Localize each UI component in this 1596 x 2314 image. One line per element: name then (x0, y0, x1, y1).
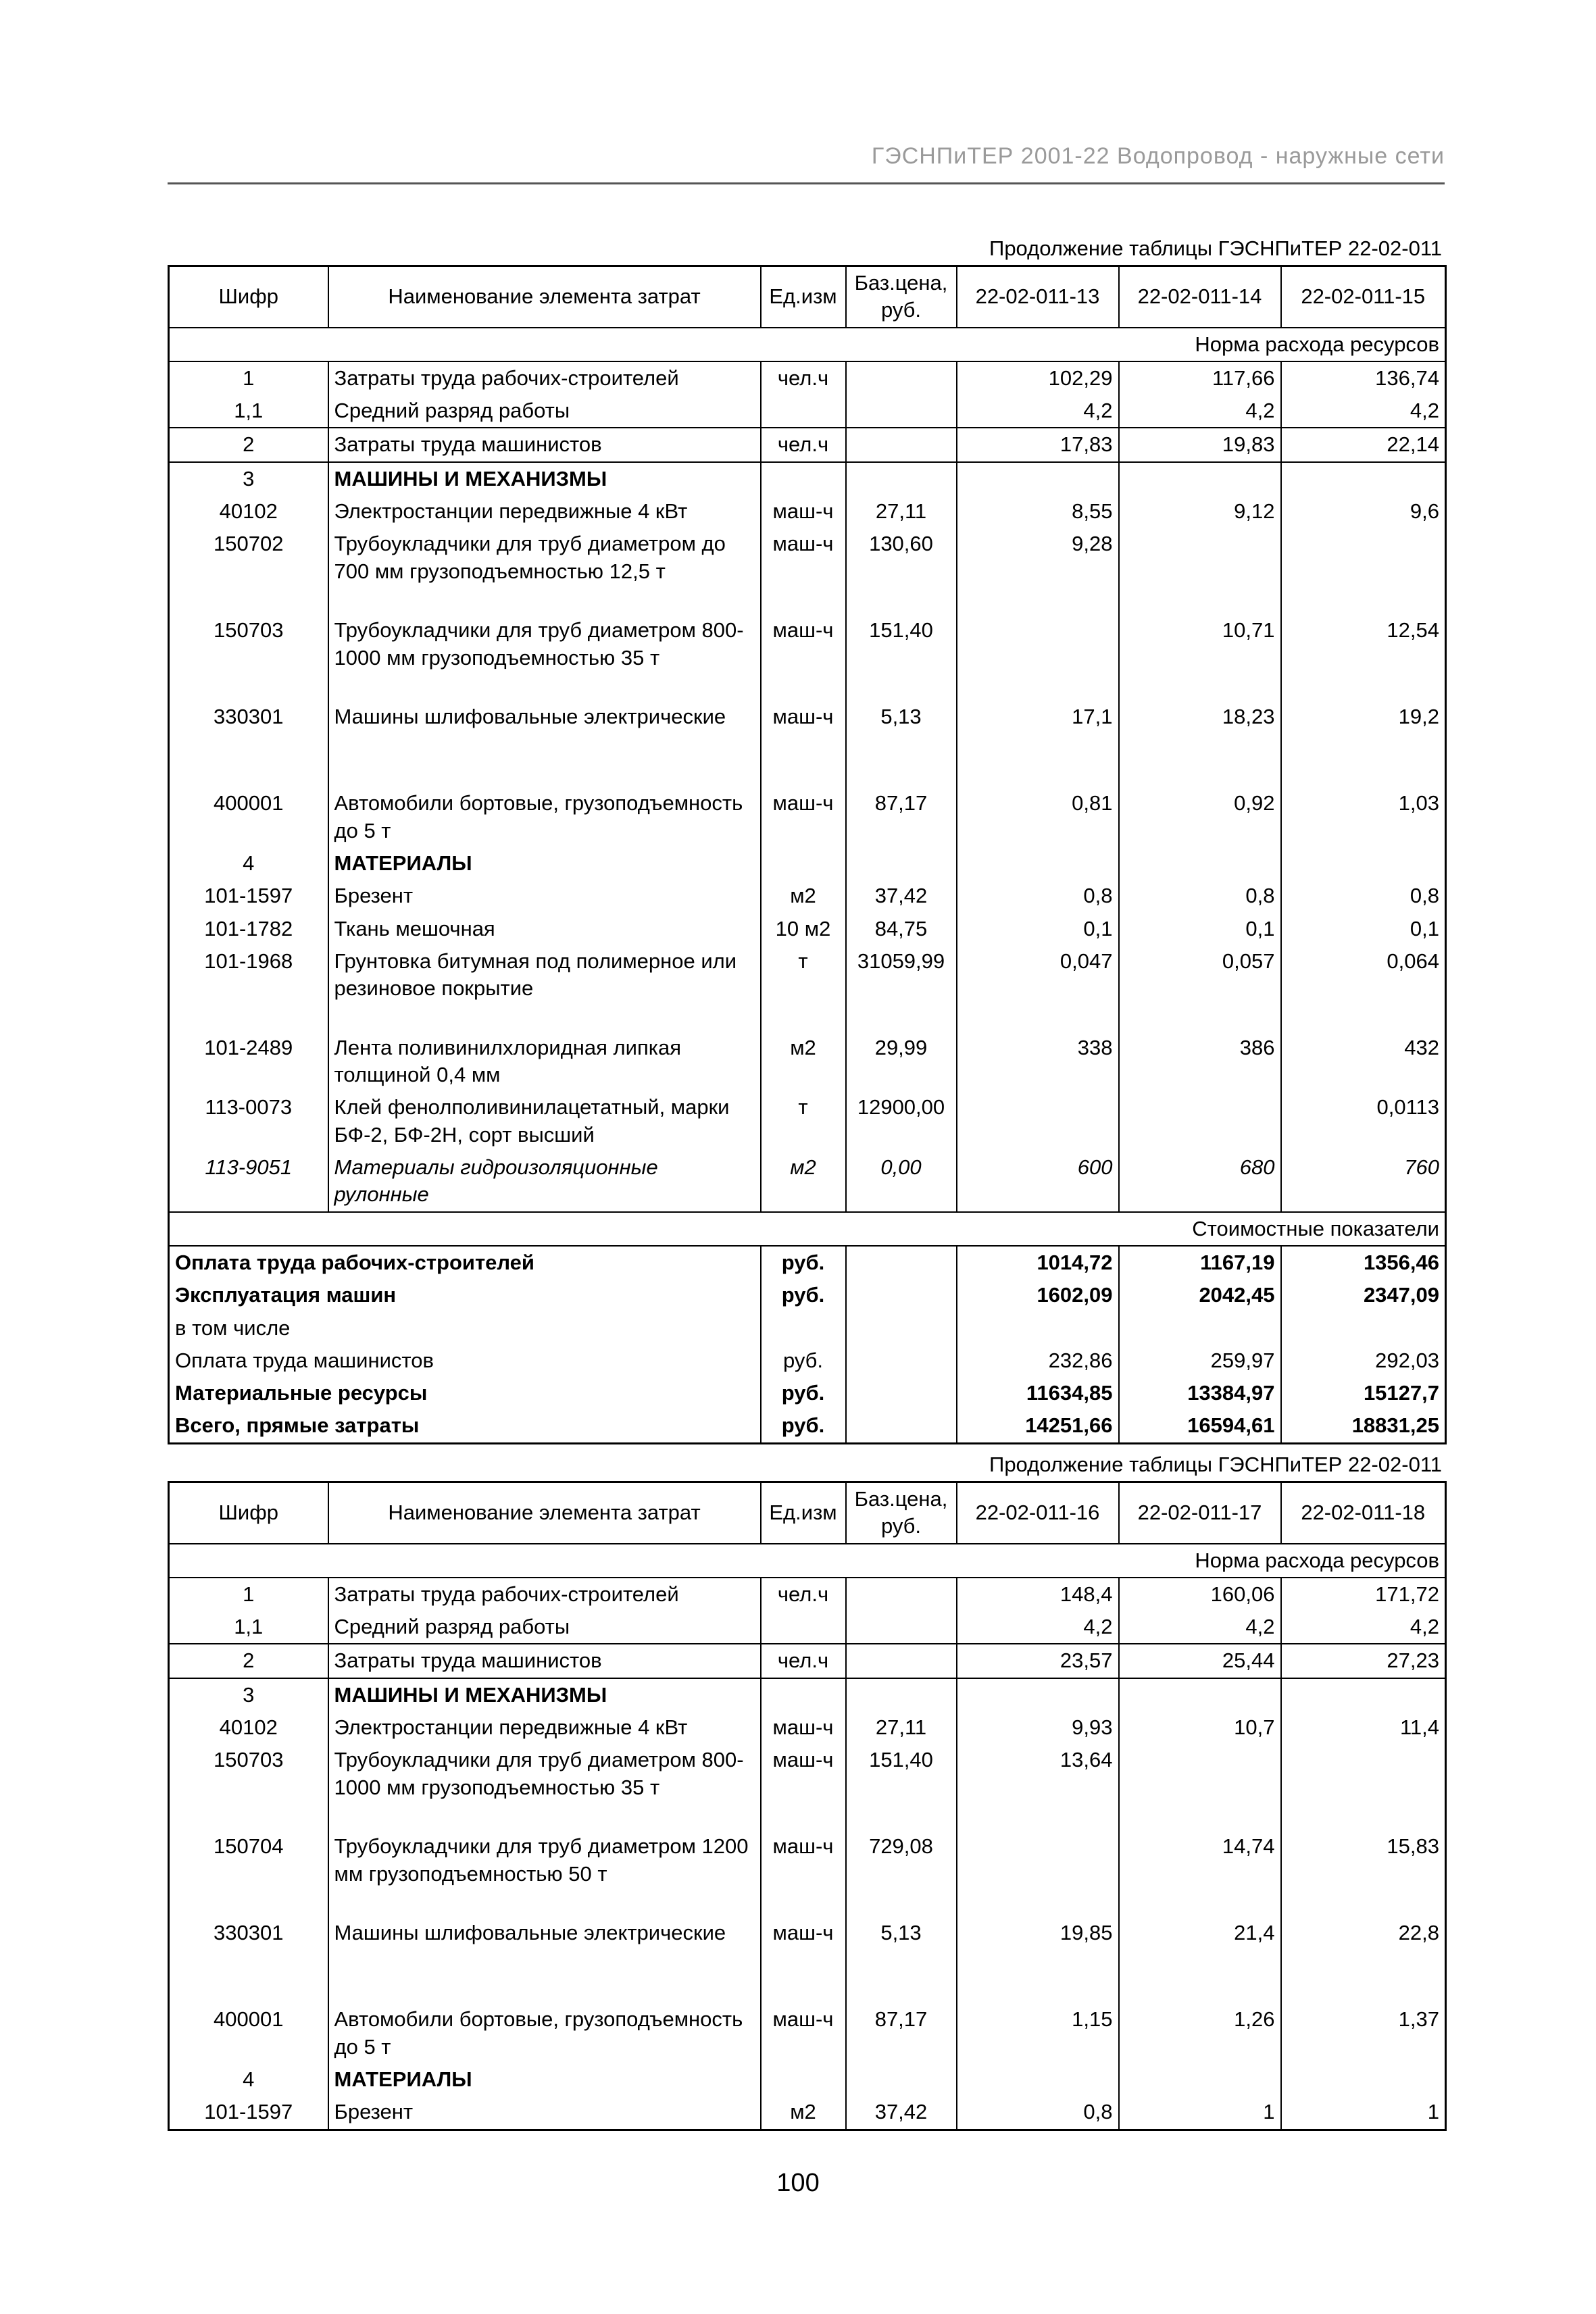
norm-value: 338 (957, 1032, 1119, 1092)
resource-name: Трубоукладчики для труб диаметром 800-1000 мм грузоподъемностью 35 т (328, 614, 761, 701)
norm-value: 27,23 (1281, 1644, 1446, 1678)
resource-name: Грунтовка битумная под полимерное или резиновое покрытие (328, 945, 761, 1032)
resource-code: 4 (169, 847, 328, 880)
base-price (846, 1409, 957, 1443)
table-row (169, 880, 1446, 912)
norm-value: 0,1 (1281, 913, 1446, 945)
norm-value: 1,37 (1281, 2003, 1446, 2063)
table-row (169, 528, 1446, 614)
section-title: МАШИНЫ И МЕХАНИЗМЫ (328, 1678, 761, 1711)
resource-code: 113-0073 (169, 1091, 328, 1151)
table-row (169, 1744, 1446, 1830)
norm-value: 760 (1281, 1151, 1446, 1212)
cost-row (169, 1279, 1446, 1311)
column-header: Ед.изм (761, 266, 846, 328)
cost-name: Оплата труда машинистов (169, 1344, 761, 1377)
unit: м2 (761, 2096, 846, 2130)
unit: руб. (761, 1279, 846, 1311)
base-price (846, 1344, 957, 1377)
cost-row (169, 1312, 1446, 1344)
norm-value: 4,2 (957, 395, 1119, 428)
base-price: 37,42 (846, 2096, 957, 2130)
base-price: 5,13 (846, 701, 957, 787)
norm-value: 9,12 (1119, 495, 1281, 528)
norm-value: 4,2 (1119, 1611, 1281, 1644)
norm-value: 171,72 (1281, 1578, 1446, 1611)
base-price (846, 1678, 957, 1711)
base-price: 0,00 (846, 1151, 957, 1212)
norm-value: 9,6 (1281, 495, 1446, 528)
resource-name: Машины шлифовальные электрические (328, 1917, 761, 2003)
norm-value: 15,83 (1281, 1830, 1446, 1917)
norm-value (1281, 1678, 1446, 1711)
table-row (169, 1830, 1446, 1917)
norm-value (1119, 1744, 1281, 1830)
unit: т (761, 945, 846, 1032)
norm-value: 4,2 (957, 1611, 1119, 1644)
unit (761, 2063, 846, 2096)
section-title: МАТЕРИАЛЫ (328, 847, 761, 880)
cost-name: Всего, прямые затраты (169, 1409, 761, 1443)
norm-value: 17,1 (957, 701, 1119, 787)
unit (761, 847, 846, 880)
resource-code: 101-2489 (169, 1032, 328, 1092)
resource-name: Затраты труда машинистов (328, 428, 761, 461)
resource-name: Автомобили бортовые, грузоподъемность до 5 т (328, 2003, 761, 2063)
cost-row (169, 1344, 1446, 1377)
norm-value: 0,0113 (1281, 1091, 1446, 1151)
table-row (169, 1611, 1446, 1644)
resource-name: Лента поливинилхлоридная липкая толщиной 0,4 мм (328, 1032, 761, 1092)
norm-value (957, 462, 1119, 495)
resource-name: Материалы гидроизоляционные рулонные (328, 1151, 761, 1212)
norm-value (1119, 1091, 1281, 1151)
norm-value (1119, 847, 1281, 880)
table-row (169, 787, 1446, 847)
base-price: 87,17 (846, 2003, 957, 2063)
norm-value: 9,93 (957, 1711, 1119, 1744)
cost-row (169, 1246, 1446, 1279)
norm-value: 1 (1281, 2096, 1446, 2130)
norm-value: 10,71 (1119, 614, 1281, 701)
norm-value (1119, 462, 1281, 495)
cost-name: в том числе (169, 1312, 761, 1344)
norm-value: 19,83 (1119, 428, 1281, 461)
resource-code: 2 (169, 1644, 328, 1678)
norm-value (1281, 462, 1446, 495)
resource-name: Клей фенолполивинилацетатный, марки БФ-2, БФ-2Н, сорт высший (328, 1091, 761, 1151)
norm-value: 18,23 (1119, 701, 1281, 787)
resource-code: 150703 (169, 614, 328, 701)
resource-name: Машины шлифовальные электрические (328, 701, 761, 787)
resource-name: Затраты труда машинистов (328, 1644, 761, 1678)
column-header: Баз.цена, руб. (846, 266, 957, 328)
norm-value (1281, 847, 1446, 880)
table-row (169, 847, 1446, 880)
unit: руб. (761, 1344, 846, 1377)
table-row (169, 614, 1446, 701)
resource-name: Затраты труда рабочих-строителей (328, 361, 761, 395)
cost-value: 14251,66 (957, 1409, 1119, 1443)
base-price: 84,75 (846, 913, 957, 945)
resource-code: 150702 (169, 528, 328, 614)
norm-value: 22,8 (1281, 1917, 1446, 2003)
cost-row (169, 1409, 1446, 1443)
norm-value: 12,54 (1281, 614, 1446, 701)
table1-caption: Продолжение таблицы ГЭСНПиТЕР 22-02-011 (989, 236, 1442, 260)
cost-value: 259,97 (1119, 1344, 1281, 1377)
norm-value: 14,74 (1119, 1830, 1281, 1917)
norm-value: 0,8 (1119, 880, 1281, 912)
resource-code: 2 (169, 428, 328, 461)
cost-value: 2042,45 (1119, 1279, 1281, 1311)
unit: т (761, 1091, 846, 1151)
table-row (169, 1151, 1446, 1212)
resource-name: Брезент (328, 880, 761, 912)
resource-code: 101-1782 (169, 913, 328, 945)
unit: маш-ч (761, 495, 846, 528)
norm-value (957, 1678, 1119, 1711)
unit (761, 1678, 846, 1711)
norm-value: 680 (1119, 1151, 1281, 1212)
cost-value: 1167,19 (1119, 1246, 1281, 1279)
resource-name: Электростанции передвижные 4 кВт (328, 495, 761, 528)
unit: маш-ч (761, 1917, 846, 2003)
norm-value: 19,85 (957, 1917, 1119, 2003)
table-row (169, 1711, 1446, 1744)
norm-value (957, 614, 1119, 701)
base-price (846, 462, 957, 495)
table-row (169, 395, 1446, 428)
base-price: 729,08 (846, 1830, 957, 1917)
cost-value (957, 1312, 1119, 1344)
unit: руб. (761, 1246, 846, 1279)
column-header: Ед.изм (761, 1482, 846, 1544)
unit: маш-ч (761, 787, 846, 847)
cost-label-row (169, 1212, 1446, 1246)
norm-value (957, 1830, 1119, 1917)
resource-name: Брезент (328, 2096, 761, 2130)
norm-value: 136,74 (1281, 361, 1446, 395)
resource-code: 330301 (169, 1917, 328, 2003)
norm-value: 21,4 (1119, 1917, 1281, 2003)
unit: маш-ч (761, 528, 846, 614)
base-price: 29,99 (846, 1032, 957, 1092)
table-row (169, 2063, 1446, 2096)
norm-value (1119, 2063, 1281, 2096)
unit: чел.ч (761, 1578, 846, 1611)
resource-name: Трубоукладчики для труб диаметром 800-1000 мм грузоподъемностью 35 т (328, 1744, 761, 1830)
norm-value: 0,064 (1281, 945, 1446, 1032)
table-row (169, 462, 1446, 495)
unit: чел.ч (761, 361, 846, 395)
norm-value: 1,03 (1281, 787, 1446, 847)
unit: маш-ч (761, 1744, 846, 1830)
resource-code: 400001 (169, 2003, 328, 2063)
resource-name: Электростанции передвижные 4 кВт (328, 1711, 761, 1744)
norm-value (957, 2063, 1119, 2096)
norm-value: 432 (1281, 1032, 1446, 1092)
norm-value: 0,92 (1119, 787, 1281, 847)
norm-value: 148,4 (957, 1578, 1119, 1611)
cost-value: 2347,09 (1281, 1279, 1446, 1311)
norm-value: 0,8 (957, 880, 1119, 912)
norm-value: 4,2 (1281, 1611, 1446, 1644)
table-row (169, 913, 1446, 945)
table-row (169, 1578, 1446, 1611)
base-price (846, 428, 957, 461)
base-price: 27,11 (846, 1711, 957, 1744)
unit (761, 1611, 846, 1644)
unit (761, 1312, 846, 1344)
resource-code: 400001 (169, 787, 328, 847)
cost-value: 232,86 (957, 1344, 1119, 1377)
cost-row (169, 1377, 1446, 1409)
table-row (169, 428, 1446, 461)
table-row (169, 1917, 1446, 2003)
base-price: 27,11 (846, 495, 957, 528)
norm-value: 0,057 (1119, 945, 1281, 1032)
norm-label-row (169, 328, 1446, 361)
running-header: ГЭСНПиТЕР 2001-22 Водопровод - наружные сети (871, 143, 1445, 169)
column-header: 22-02-011-13 (957, 266, 1119, 328)
table-row (169, 1091, 1446, 1151)
resource-code: 40102 (169, 1711, 328, 1744)
unit: 10 м2 (761, 913, 846, 945)
norm-value: 17,83 (957, 428, 1119, 461)
table-row (169, 701, 1446, 787)
table-row (169, 2096, 1446, 2130)
resource-name: Средний разряд работы (328, 1611, 761, 1644)
cost-label: Стоимостные показатели (169, 1212, 1446, 1246)
cost-name: Материальные ресурсы (169, 1377, 761, 1409)
section-title: МАШИНЫ И МЕХАНИЗМЫ (328, 462, 761, 495)
unit: чел.ч (761, 1644, 846, 1678)
table-row (169, 1032, 1446, 1092)
norm-value: 9,28 (957, 528, 1119, 614)
unit: м2 (761, 1151, 846, 1212)
resource-name: Трубоукладчики для труб диаметром до 700 мм грузоподъемностью 12,5 т (328, 528, 761, 614)
unit (761, 395, 846, 428)
resource-code: 3 (169, 462, 328, 495)
norm-value: 0,1 (957, 913, 1119, 945)
column-header: 22-02-011-17 (1119, 1482, 1281, 1544)
base-price (846, 1312, 957, 1344)
norm-value: 0,8 (1281, 880, 1446, 912)
norm-value (1281, 528, 1446, 614)
norm-value: 0,1 (1119, 913, 1281, 945)
column-header: 22-02-011-15 (1281, 266, 1446, 328)
base-price (846, 361, 957, 395)
cost-value: 292,03 (1281, 1344, 1446, 1377)
resource-code: 101-1968 (169, 945, 328, 1032)
resource-name: Автомобили бортовые, грузоподъемность до 5 т (328, 787, 761, 847)
resource-code: 330301 (169, 701, 328, 787)
base-price (846, 847, 957, 880)
norm-value: 10,7 (1119, 1711, 1281, 1744)
table-row (169, 945, 1446, 1032)
cost-value: 18831,25 (1281, 1409, 1446, 1443)
norm-value: 117,66 (1119, 361, 1281, 395)
column-header: Шифр (169, 266, 328, 328)
base-price (846, 1611, 957, 1644)
cost-value: 13384,97 (1119, 1377, 1281, 1409)
resource-name: Трубоукладчики для труб диаметром 1200 мм грузоподъемностью 50 т (328, 1830, 761, 1917)
unit: руб. (761, 1409, 846, 1443)
cost-name: Эксплуатация машин (169, 1279, 761, 1311)
column-header: Наименование элемента затрат (328, 266, 761, 328)
header-row (169, 266, 1446, 328)
header-rule (168, 182, 1445, 184)
cost-value: 15127,7 (1281, 1377, 1446, 1409)
cost-value (1119, 1312, 1281, 1344)
base-price: 37,42 (846, 880, 957, 912)
table-row (169, 1678, 1446, 1711)
base-price: 31059,99 (846, 945, 957, 1032)
base-price: 151,40 (846, 1744, 957, 1830)
unit: маш-ч (761, 701, 846, 787)
resource-code: 1 (169, 361, 328, 395)
norm-value: 160,06 (1119, 1578, 1281, 1611)
resource-code: 101-1597 (169, 880, 328, 912)
page-number: 100 (776, 2169, 820, 2197)
norm-value: 600 (957, 1151, 1119, 1212)
unit: маш-ч (761, 1830, 846, 1917)
unit: чел.ч (761, 428, 846, 461)
norm-value: 8,55 (957, 495, 1119, 528)
norm-value: 4,2 (1119, 395, 1281, 428)
base-price (846, 1578, 957, 1611)
norm-value (1119, 528, 1281, 614)
column-header: 22-02-011-16 (957, 1482, 1119, 1544)
column-header: Баз.цена, руб. (846, 1482, 957, 1544)
norm-value: 22,14 (1281, 428, 1446, 461)
norm-value: 102,29 (957, 361, 1119, 395)
base-price (846, 1644, 957, 1678)
norm-value (957, 847, 1119, 880)
base-price: 130,60 (846, 528, 957, 614)
unit: маш-ч (761, 614, 846, 701)
resource-code: 113-9051 (169, 1151, 328, 1212)
resource-code: 40102 (169, 495, 328, 528)
table2-resources (168, 1481, 1447, 2131)
base-price: 5,13 (846, 1917, 957, 2003)
resource-code: 101-1597 (169, 2096, 328, 2130)
base-price: 87,17 (846, 787, 957, 847)
resource-name: Средний разряд работы (328, 395, 761, 428)
unit: маш-ч (761, 2003, 846, 2063)
norm-value: 11,4 (1281, 1711, 1446, 1744)
norm-label-row (169, 1544, 1446, 1578)
cost-value: 1014,72 (957, 1246, 1119, 1279)
resource-name: Затраты труда рабочих-строителей (328, 1578, 761, 1611)
resource-code: 3 (169, 1678, 328, 1711)
resource-code: 4 (169, 2063, 328, 2096)
base-price (846, 2063, 957, 2096)
norm-value: 386 (1119, 1032, 1281, 1092)
norm-value: 23,57 (957, 1644, 1119, 1678)
unit: руб. (761, 1377, 846, 1409)
norm-value (957, 1091, 1119, 1151)
table1-resources (168, 265, 1447, 1444)
cost-value: 11634,85 (957, 1377, 1119, 1409)
unit: м2 (761, 880, 846, 912)
unit (761, 462, 846, 495)
norm-value (1281, 2063, 1446, 2096)
base-price (846, 1246, 957, 1279)
norm-label: Норма расхода ресурсов (169, 1544, 1446, 1578)
norm-value: 1,26 (1119, 2003, 1281, 2063)
table-row (169, 495, 1446, 528)
column-header: Шифр (169, 1482, 328, 1544)
norm-value (1281, 1744, 1446, 1830)
table-row (169, 2003, 1446, 2063)
section-title: МАТЕРИАЛЫ (328, 2063, 761, 2096)
norm-value: 0,047 (957, 945, 1119, 1032)
norm-value (1119, 1678, 1281, 1711)
table2-caption: Продолжение таблицы ГЭСНПиТЕР 22-02-011 (989, 1453, 1442, 1476)
norm-value: 13,64 (957, 1744, 1119, 1830)
unit: м2 (761, 1032, 846, 1092)
norm-value: 0,8 (957, 2096, 1119, 2130)
cost-value (1281, 1312, 1446, 1344)
norm-value: 19,2 (1281, 701, 1446, 787)
base-price: 12900,00 (846, 1091, 957, 1151)
norm-value: 25,44 (1119, 1644, 1281, 1678)
resource-code: 1,1 (169, 395, 328, 428)
norm-value: 1 (1119, 2096, 1281, 2130)
cost-value: 16594,61 (1119, 1409, 1281, 1443)
base-price: 151,40 (846, 614, 957, 701)
unit: маш-ч (761, 1711, 846, 1744)
resource-name: Ткань мешочная (328, 913, 761, 945)
resource-code: 150703 (169, 1744, 328, 1830)
table-row (169, 1644, 1446, 1678)
column-header: Наименование элемента затрат (328, 1482, 761, 1544)
cost-name: Оплата труда рабочих-строителей (169, 1246, 761, 1279)
column-header: 22-02-011-14 (1119, 266, 1281, 328)
column-header: 22-02-011-18 (1281, 1482, 1446, 1544)
norm-value: 4,2 (1281, 395, 1446, 428)
cost-value: 1602,09 (957, 1279, 1119, 1311)
norm-value: 0,81 (957, 787, 1119, 847)
base-price (846, 395, 957, 428)
resource-code: 1,1 (169, 1611, 328, 1644)
base-price (846, 1377, 957, 1409)
table-row (169, 361, 1446, 395)
norm-label: Норма расхода ресурсов (169, 328, 1446, 361)
norm-value: 1,15 (957, 2003, 1119, 2063)
resource-code: 1 (169, 1578, 328, 1611)
base-price (846, 1279, 957, 1311)
cost-value: 1356,46 (1281, 1246, 1446, 1279)
resource-code: 150704 (169, 1830, 328, 1917)
header-row (169, 1482, 1446, 1544)
